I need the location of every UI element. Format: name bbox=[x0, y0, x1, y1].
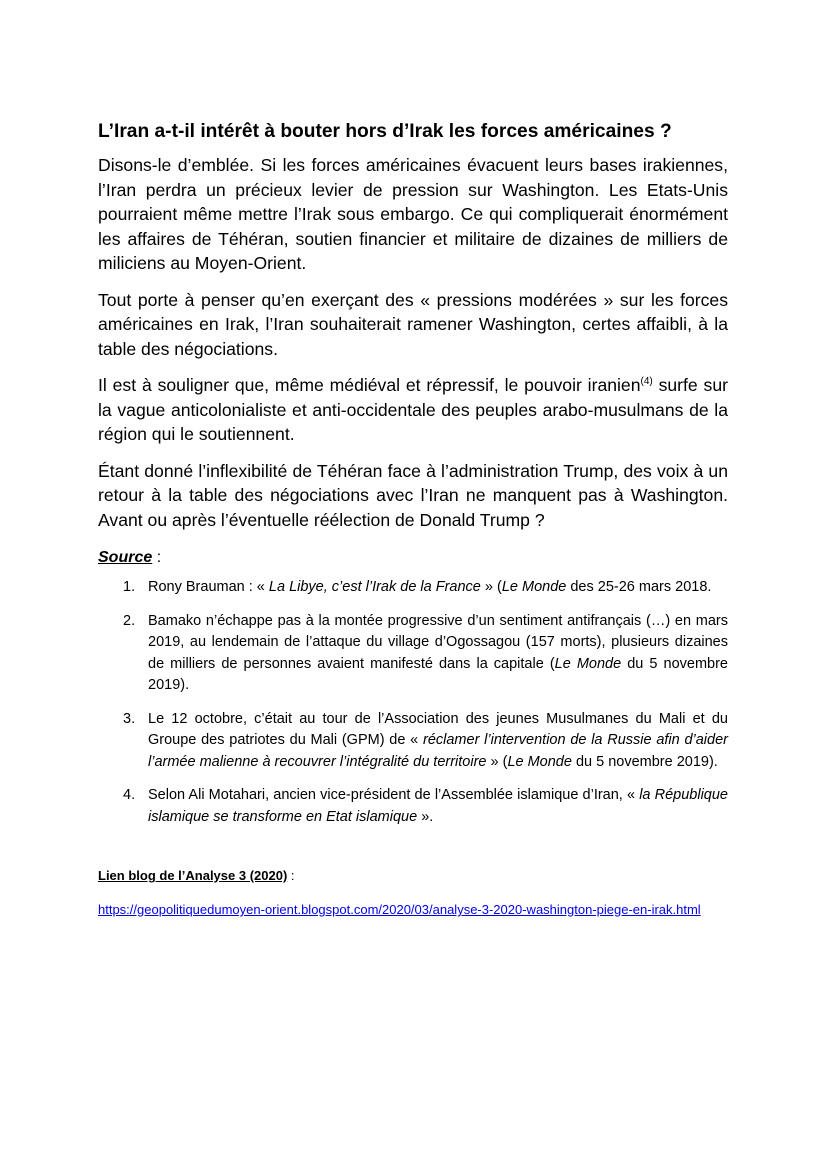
footnote-quote: réclamer l’intervention de la Russie afin d’aider l’armée malienne à recouvrer l’intégralité du territoire bbox=[148, 732, 728, 770]
footnote-publication: Le Monde bbox=[507, 753, 572, 770]
article-body bbox=[98, 120, 728, 918]
source-heading bbox=[98, 547, 728, 569]
paragraph-3-start: Il est à souligner que, même médiéval et répressif, le pouvoir iranien bbox=[98, 375, 641, 395]
paragraph-2: Tout porte à penser qu’en exerçant des « pressions modérées » sur les forces américaines en Irak, l’Iran souhaiterait ramener Washington, certes affaibli, à la table des négociations. bbox=[98, 289, 728, 359]
source-suffix: : bbox=[152, 549, 162, 566]
footnote-text: » ( bbox=[486, 753, 508, 770]
footnote-publication: Le Monde bbox=[501, 579, 567, 595]
footnote-text: » ( bbox=[480, 579, 502, 595]
footnote-text: Bamako n’échappe pas à la montée progressive d’un sentiment antifrançais (…) en mars 2019, au lendemain de l’attaque du village d’Ogossagou (157 morts), plusieurs dizaines de milliers de personnes avaient manifesté dans la capitale ( bbox=[148, 612, 728, 672]
footnote-2 bbox=[98, 611, 728, 697]
footnote-quote: la République islamique se transforme en Etat islamique bbox=[148, 787, 728, 825]
source-label: Source bbox=[98, 549, 153, 566]
footnote-3 bbox=[98, 709, 728, 774]
footnotes-list bbox=[98, 577, 728, 828]
paragraph-3 bbox=[98, 373, 728, 447]
footnote-text: ». bbox=[417, 808, 434, 825]
blog-link-label: Lien blog de l’Analyse 3 (2020) bbox=[98, 868, 288, 883]
footnote-text: Le 12 octobre, c’était au tour de l’Association des jeunes Musulmanes du Mali et du Groupe des patriotes du Mali (GPM) de « bbox=[148, 710, 728, 748]
footnote-publication: Le Monde bbox=[554, 655, 622, 672]
blog-link-heading bbox=[98, 867, 728, 885]
footnote-quote: La Libye, c’est l’Irak de la France bbox=[268, 579, 481, 595]
footnote-text: Rony Brauman : « bbox=[148, 579, 269, 595]
footnote-number: 4. bbox=[123, 787, 136, 803]
footnote-1 bbox=[98, 577, 728, 599]
footnote-ref-4[interactable]: (4) bbox=[640, 376, 653, 388]
footnote-text: Selon Ali Motahari, ancien vice-président de l’Assemblée islamique d’Iran, « bbox=[148, 787, 640, 803]
paragraph-4: Étant donné l’inflexibilité de Téhéran face à l’administration Trump, des voix à un retour à la table des négociations avec l’Iran ne manquent pas à Washington. Avant ou après l’éventuelle réélection de Donald Trump ? bbox=[98, 460, 728, 530]
footnote-text: des 25-26 mars 2018. bbox=[566, 579, 712, 595]
footnote-number: 2. bbox=[123, 612, 136, 629]
footnote-text: du 5 novembre 2019). bbox=[148, 655, 728, 693]
footnote-4 bbox=[98, 785, 728, 828]
article-title: L’Iran a-t-il intérêt à bouter hors d’Irak les forces américaines ? bbox=[98, 121, 672, 142]
paragraph-1: Disons-le d’emblée. Si les forces américaines évacuent leurs bases irakiennes, l’Iran perdra un précieux levier de pression sur Washington. Les Etats-Unis pourraient même mettre l’Irak sous embargo. Ce qui compliquerait énormément les affaires de Téhéran, soutien financier et militaire de dizaines de milliers de miliciens au Moyen-Orient. bbox=[98, 155, 728, 273]
blog-link-suffix: : bbox=[287, 868, 295, 883]
footnote-text: du 5 novembre 2019). bbox=[571, 753, 718, 770]
footnote-number: 1. bbox=[123, 579, 136, 595]
footnote-number: 3. bbox=[123, 710, 136, 727]
blog-url-link[interactable]: https://geopolitiquedumoyen-orient.blogspot.com/2020/03/analyse-3-2020-washington-piege-en-irak.html bbox=[98, 902, 701, 917]
paragraph-3-end: surfe sur la vague anticolonialiste et anti-occidentale des peuples arabo-musulmans de la région qui le soutiennent. bbox=[98, 375, 728, 444]
